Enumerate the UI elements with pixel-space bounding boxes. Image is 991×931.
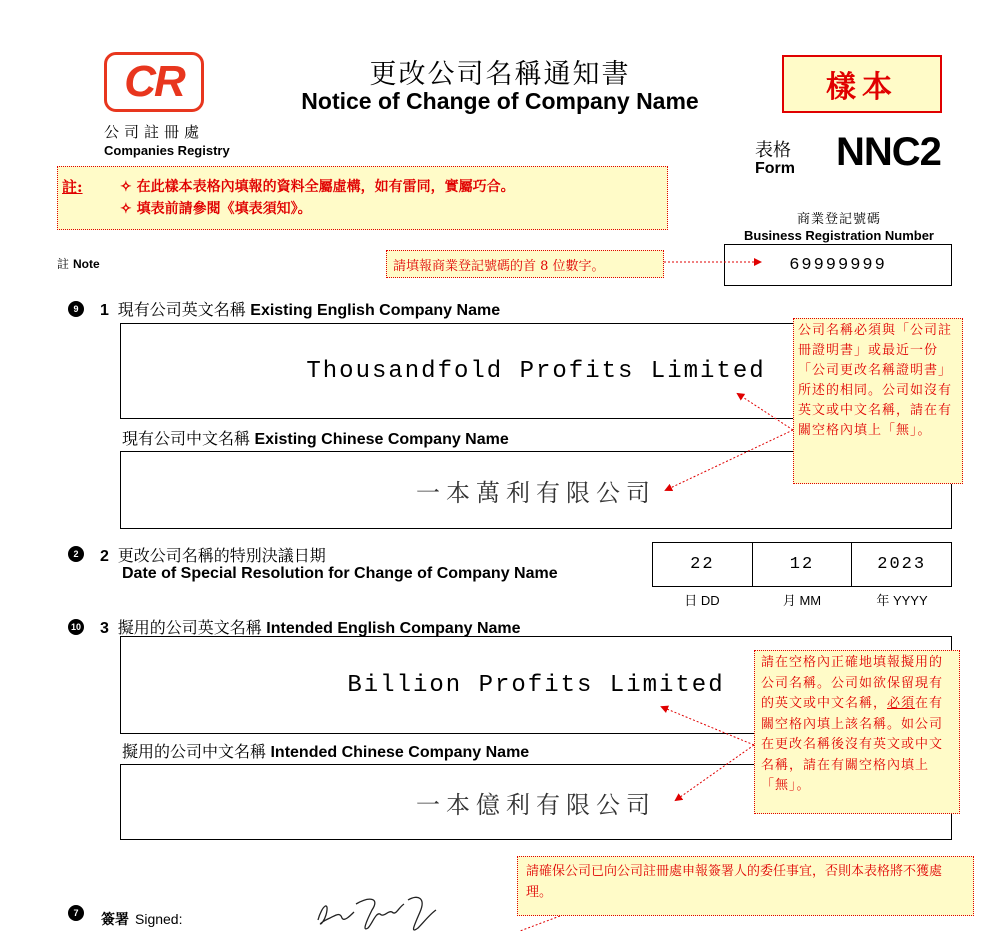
- signature-label: 簽署 Signed:: [101, 911, 183, 927]
- cr-logo: CR: [104, 52, 204, 112]
- date-month-field[interactable]: 12: [752, 543, 852, 586]
- intended-name-callout: 請在空格內正確地填報擬用的公司名稱。公司如欲保留現有的英文或中文名稱，必須在有關空格內填上該名稱。如公司在更改名稱後沒有英文或中文名稱，請在有關空格內填上「無」。: [754, 650, 960, 814]
- sample-stamp: 樣本: [782, 55, 942, 113]
- section2-label-en: Date of Special Resolution for Change of Company Name: [122, 565, 558, 582]
- form-label-zh: 表格: [755, 140, 791, 160]
- notice-label: 註:: [62, 178, 83, 196]
- day-label: 日 DD: [684, 593, 720, 608]
- brn-hint-callout: 請填報商業登記號碼的首 8 位數字。: [386, 250, 664, 278]
- section2-label-zh: 2 更改公司名稱的特別決議日期: [100, 548, 326, 565]
- date-year-field[interactable]: 2023: [851, 543, 951, 586]
- section3-en-label: 3 擬用的公司英文名稱 Intended English Company Name: [100, 620, 521, 637]
- brn-field[interactable]: 69999999: [724, 244, 952, 286]
- signature-image: [318, 897, 436, 930]
- section1-zh-label: 現有公司中文名稱 Existing Chinese Company Name: [122, 431, 509, 448]
- signature-badge: 7: [68, 905, 84, 921]
- registry-name-zh: 公司註冊處: [104, 124, 205, 141]
- notice-line-1: ✧ 在此樣本表格內填報的資料全屬虛構，如有雷同，實屬巧合。: [120, 179, 515, 195]
- form-code: NNC2: [836, 130, 941, 174]
- registry-name-en: Companies Registry: [104, 143, 230, 158]
- form-title-zh: 更改公司名稱通知書: [369, 59, 631, 90]
- section3-zh-label: 擬用的公司中文名稱 Intended Chinese Company Name: [122, 744, 530, 761]
- existing-chinese-name-value: 一本萬利有限公司: [416, 478, 656, 507]
- date-day-field[interactable]: 22: [690, 555, 715, 574]
- section1-badge: 9: [68, 301, 84, 317]
- signature-callout: 請確保公司已向公司註冊處申報簽署人的委任事宜，否則本表格將不獲處理。: [517, 856, 974, 916]
- intended-english-name-value: Billion Profits Limited: [347, 671, 725, 699]
- intended-chinese-name-value: 一本億利有限公司: [416, 790, 656, 819]
- section2-badge: 2: [68, 546, 84, 562]
- year-label: 年 YYYY: [876, 593, 928, 608]
- month-label: 月 MM: [782, 593, 822, 608]
- existing-english-name-value: Thousandfold Profits Limited: [306, 357, 766, 385]
- date-labels: [652, 590, 952, 609]
- section1-en-label: 1 現有公司英文名稱 Existing English Company Name: [100, 302, 501, 319]
- brn-label-zh: 商業登記號碼: [796, 211, 881, 226]
- existing-name-callout: 公司名稱必須與「公司註冊證明書」或最近一份「公司更改名稱證明書」所述的相同。公司如沒有英文或中文名稱，請在有關空格內填上「無」。: [793, 318, 963, 484]
- signature-arrow: [520, 916, 560, 931]
- side-note-label: 註 Note: [57, 257, 100, 271]
- resolution-date-field: [652, 542, 952, 587]
- form-title-en: Notice of Change of Company Name: [301, 88, 699, 114]
- form-label-en: Form: [755, 160, 795, 177]
- notice-line-2: ✧ 填表前請參閱《填表須知》。: [120, 201, 312, 217]
- brn-label-en: Business Registration Number: [744, 228, 934, 243]
- section3-badge: 10: [68, 619, 84, 635]
